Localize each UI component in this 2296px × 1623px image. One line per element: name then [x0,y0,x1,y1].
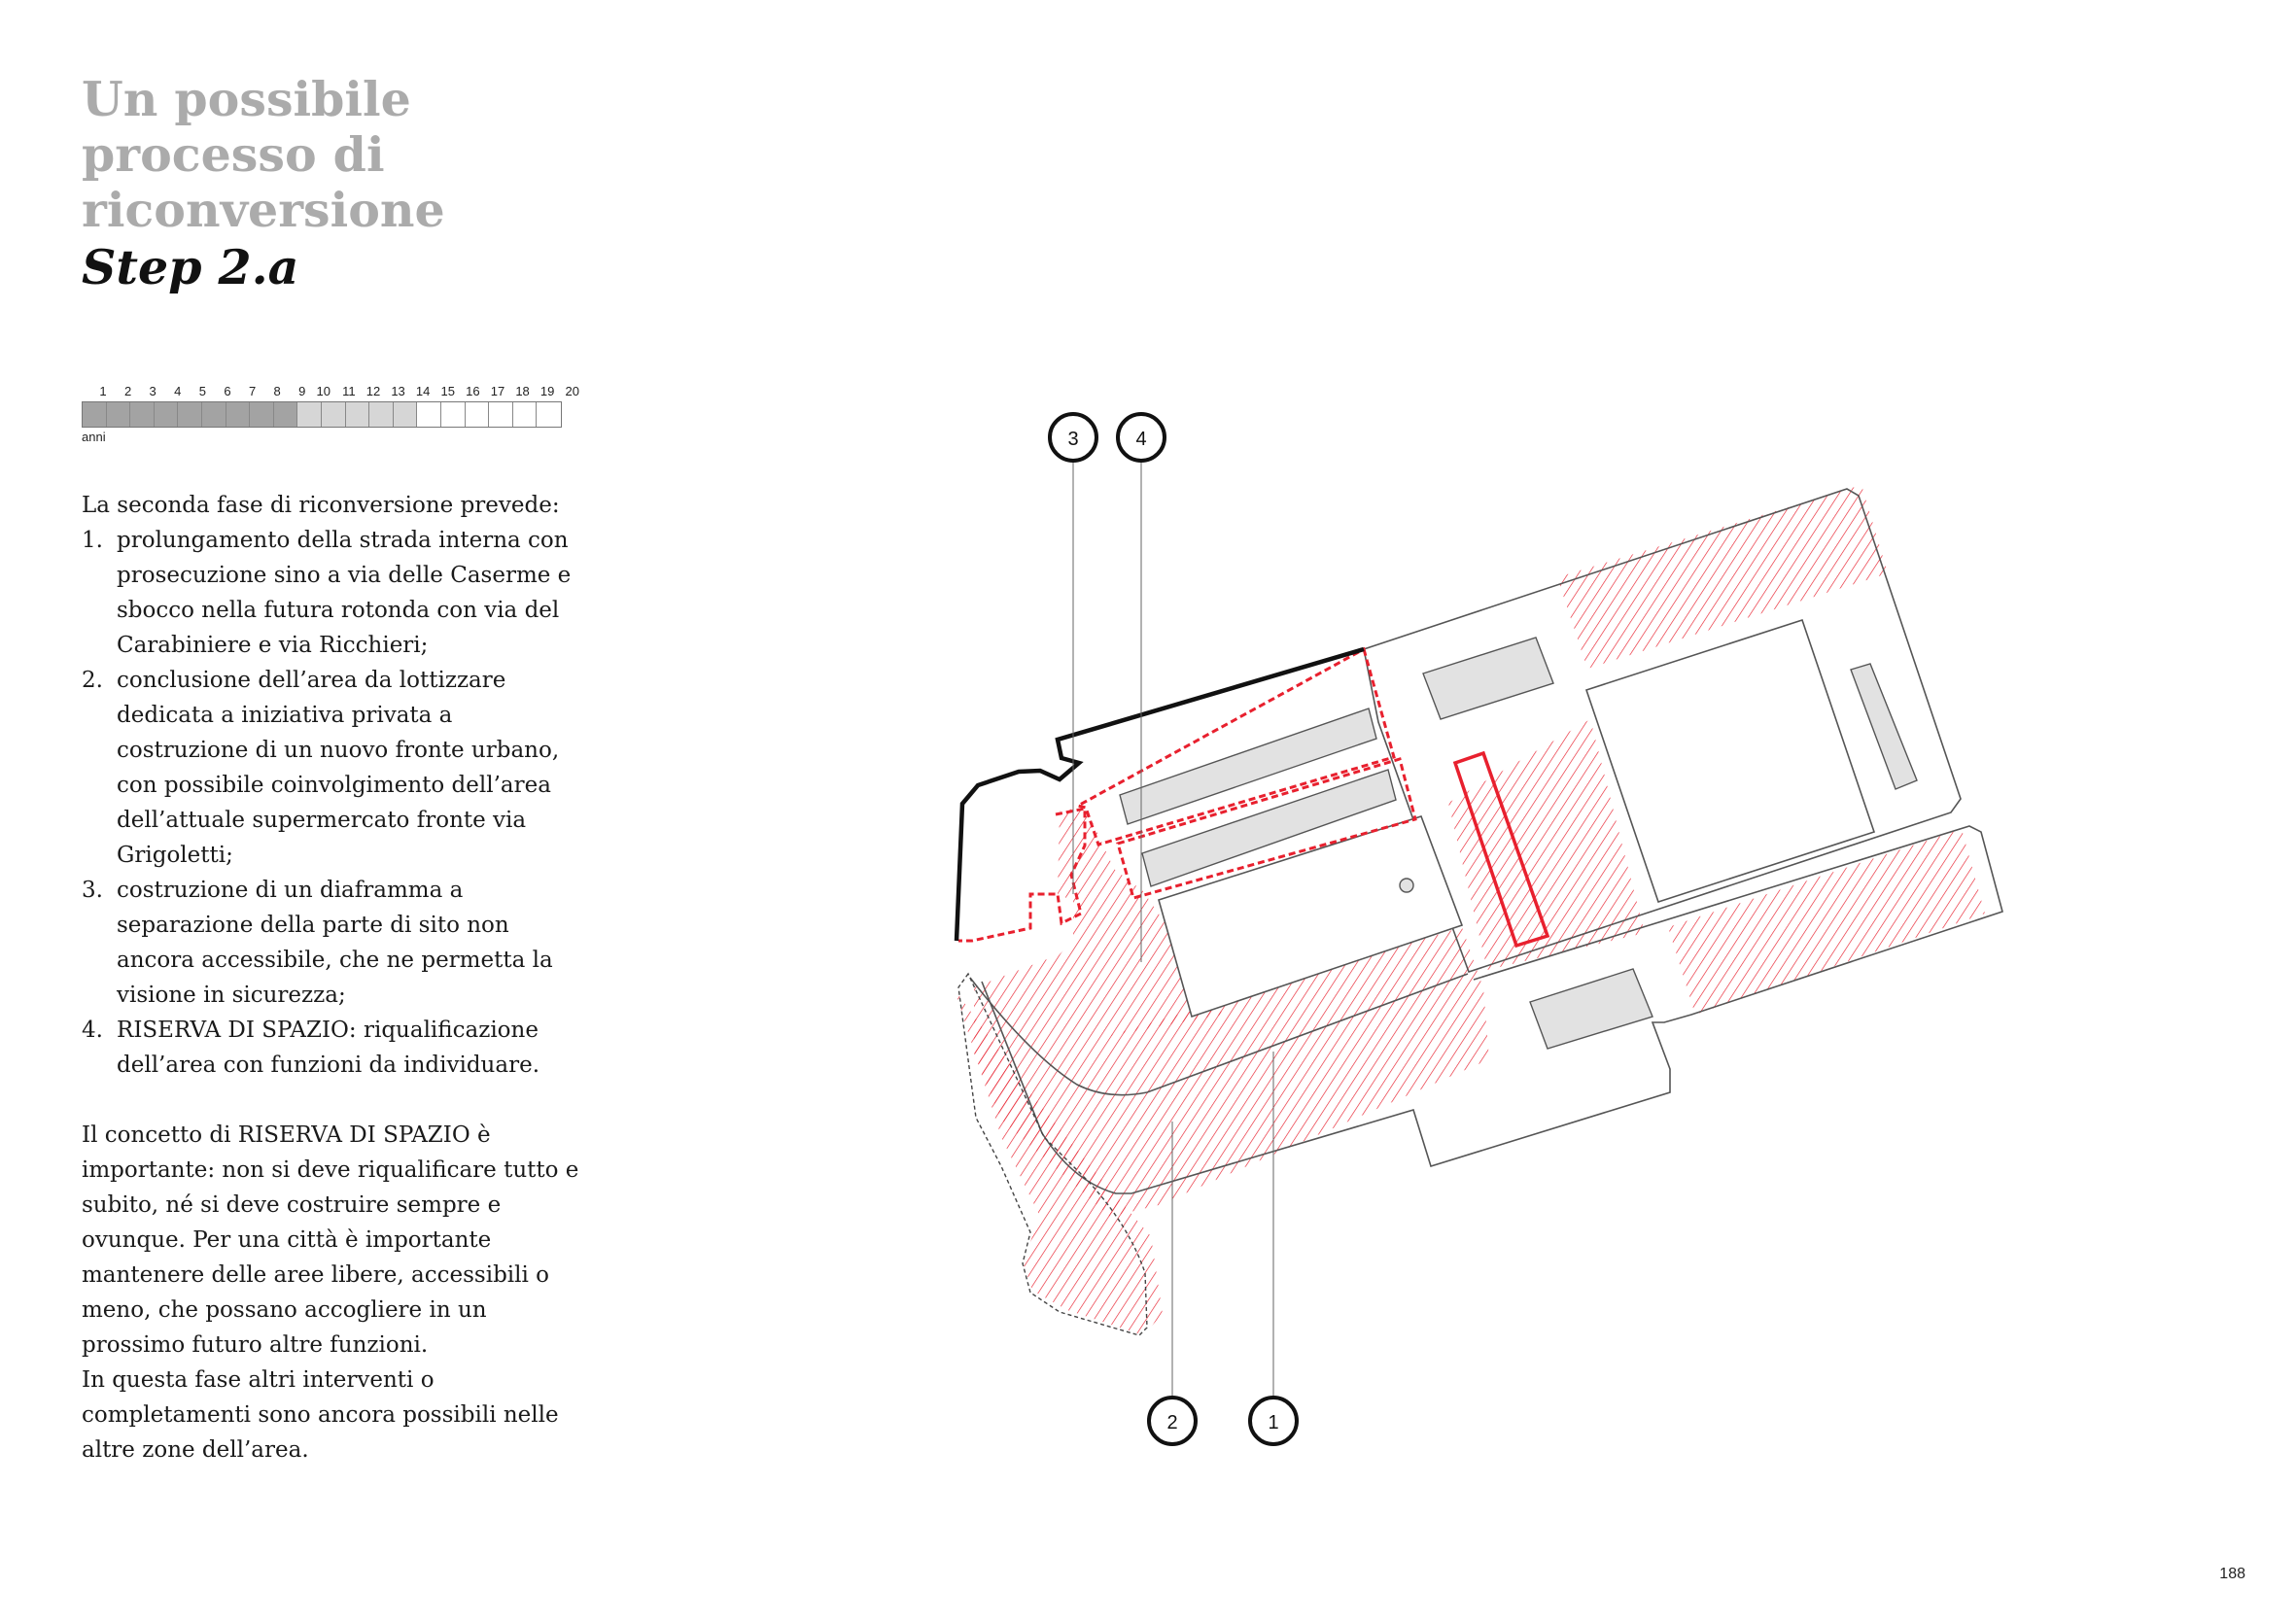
year-number: 8 [273,384,281,398]
hatched-area-northeast [1557,485,1888,669]
year-number: 3 [149,384,157,398]
year-number: 9 [298,384,306,398]
page-number: 188 [2219,1566,2245,1582]
year-number: 1 [99,384,107,398]
step-number: 3. [82,878,103,903]
year-number: 4 [174,384,182,398]
step-text: conclusione dell’area da lottizzare dedicata a iniziativa privata a costruzione di un nuovo fronte urbano, con possibile coinvolgimento dell’area dell’attuale supermercato fronte via Grigoletti; [117,668,560,868]
year-number: 16 [466,384,480,398]
building-large-east [1586,620,1874,902]
year-number: 11 [342,384,356,398]
step-text: prolungamento della strada interna con prosecuzione sino a via delle Caserme e sbocco nella futura rotonda con via del Carabiniere e via Ricchieri; [117,528,572,658]
building-slim-east [1851,664,1917,789]
year-number: 5 [198,384,206,398]
step-text: costruzione di un diaframma a separazione della parte di sito non ancora accessibile, che ne permetta la visione in sicurezza; [117,878,553,1008]
year-number: 2 [123,384,132,398]
feature-dot [1400,879,1413,892]
title-line-1: Un possibile [82,71,411,127]
closing-paragraph: In questa fase altri interventi o completamenti sono ancora possibili nelle altre zone dell’area. [82,1367,559,1463]
callout-1 [1250,1398,1297,1444]
building-small-north [1423,638,1553,719]
year-number: 12 [365,384,381,398]
building-south [1530,969,1652,1049]
year-number: 6 [224,384,231,398]
step-text: RISERVA DI SPAZIO: riqualificazione dell’area con funzioni da individuare. [117,1018,540,1078]
step-number: 2. [82,668,103,693]
year-number: 20 [565,384,579,398]
step-number: 4. [82,1018,103,1043]
concept-paragraph: Il concetto di RISERVA DI SPAZIO è importante: non si deve riqualificare tutto e subito, né si deve costruire sempre e ovunque. Per una città è importante mantenere delle aree libere, accessibili o meno, che possano accogliere in un prossimo futuro altre funzioni. [82,1122,579,1358]
year-number: 15 [440,384,455,398]
step-number: 1. [82,528,103,553]
callout-3 [1050,414,1096,461]
year-number: 13 [391,384,405,398]
year-number: 17 [490,384,505,398]
callout-1-label: 1 [1268,1412,1279,1433]
year-number: 10 [316,384,330,398]
title-line-3: riconversione [82,182,445,238]
callout-2-label: 2 [1166,1412,1178,1433]
year-number: 19 [539,384,555,398]
intro-line: La seconda fase di riconversione prevede: [82,493,560,518]
callout-3-label: 3 [1067,429,1079,450]
callout-4 [1118,414,1165,461]
step-title: Step 2.a [82,239,299,295]
title-line-2: processo di [82,126,385,183]
year-number: 14 [415,384,431,398]
callout-4-label: 4 [1135,429,1147,450]
year-number: 18 [515,384,530,398]
year-number: 7 [248,384,257,398]
timeline-unit-label: anni [82,430,106,444]
callout-2 [1149,1398,1196,1444]
